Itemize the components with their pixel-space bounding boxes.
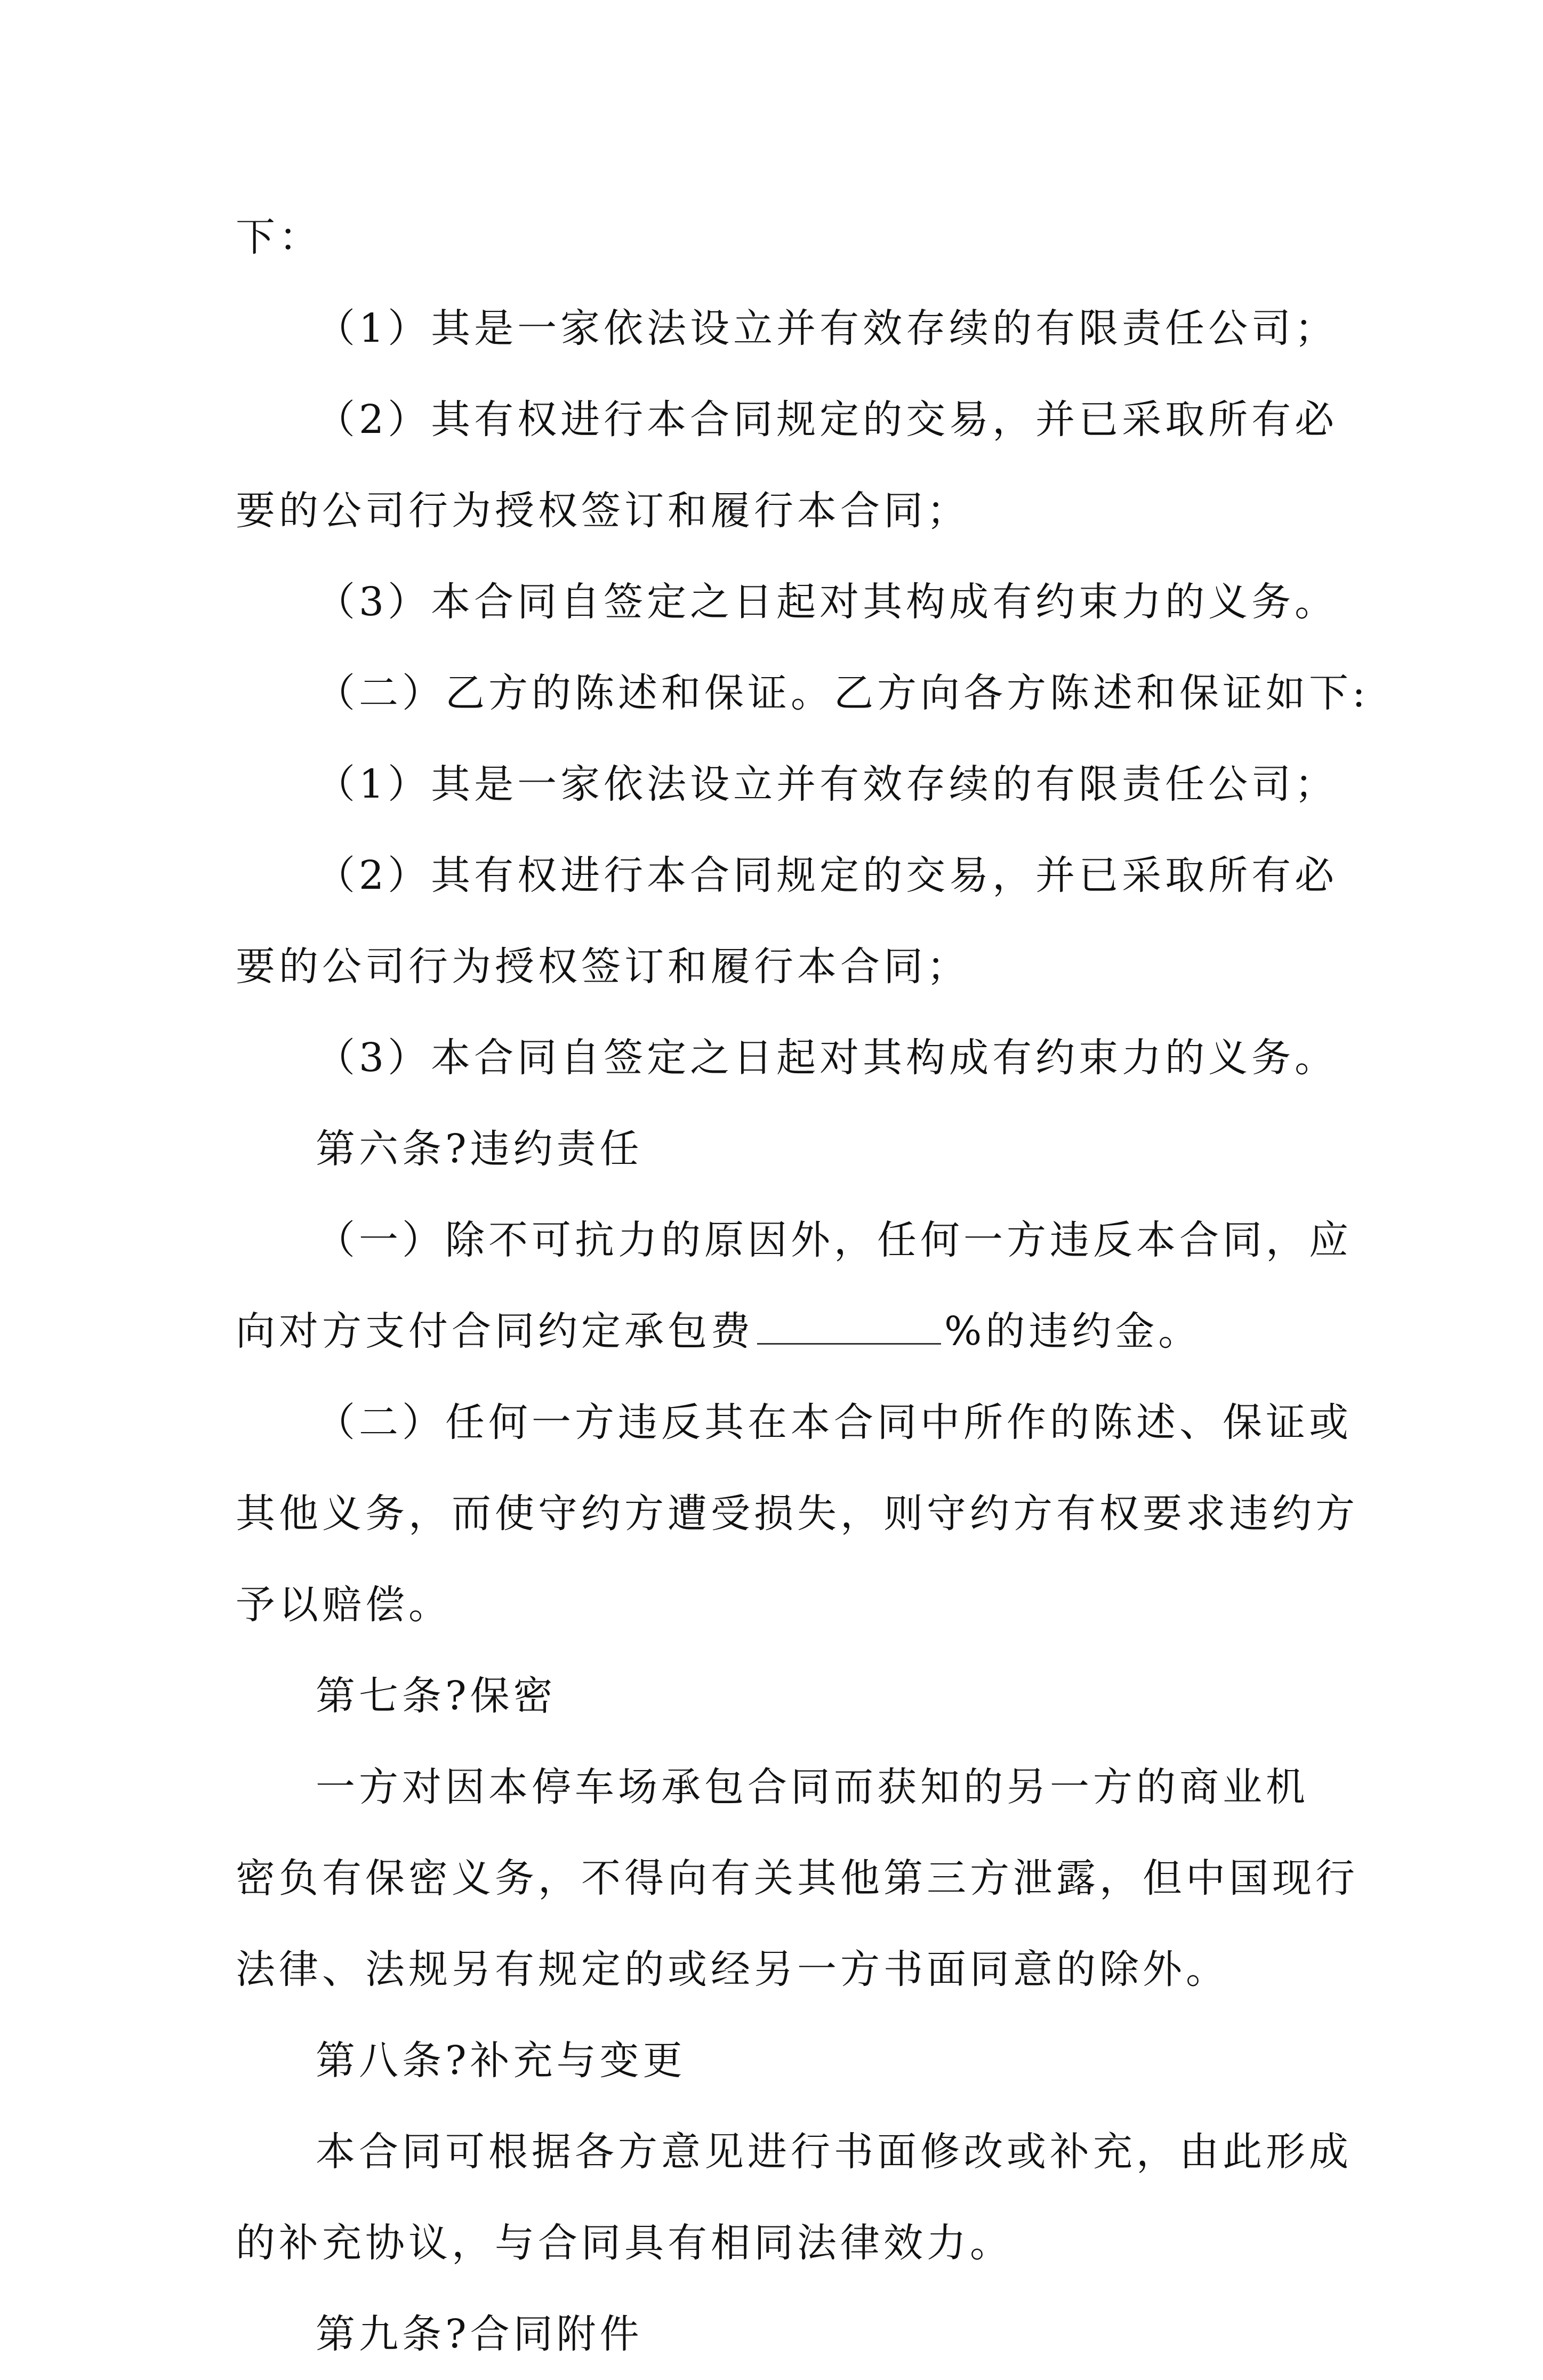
contract-text — [236, 192, 1369, 2380]
paragraph-line: （2）其有权进行本合同规定的交易，并已采取所有必 — [316, 853, 1338, 898]
paragraph-line: （1）其是一家依法设立并有效存续的有限责任公司； — [316, 305, 1338, 351]
paragraph-line: 予以赔偿。 — [236, 1582, 452, 1628]
paragraph-line: （3）本合同自签定之日起对其构成有约束力的义务。 — [316, 1035, 1338, 1081]
section-heading: 第九条?合同附件 — [316, 2311, 643, 2357]
paragraph-line: 本合同可根据各方意见进行书面修改或补充，由此形成 — [316, 2129, 1352, 2175]
paragraph-line: 一方对因本停车场承包合同而获知的另一方的商业机 — [316, 1764, 1309, 1810]
paragraph-line: 要的公司行为授权签订和履行本合同； — [236, 488, 970, 534]
paragraph-line: （二）乙方的陈述和保证。乙方向各方陈述和保证如下: — [316, 670, 1369, 716]
paragraph-line: （二）任何一方违反其在本合同中所作的陈述、保证或 — [316, 1400, 1352, 1445]
text-before-blank: 向对方支付合同约定承包费 — [236, 1308, 754, 1354]
paragraph-line: （3）本合同自签定之日起对其构成有约束力的义务。 — [316, 579, 1338, 625]
fill-in-blank[interactable] — [757, 1311, 941, 1345]
paragraph-line: 密负有保密义务，不得向有关其他第三方泄露，但中国现行 — [236, 1855, 1359, 1901]
paragraph-line: 的补充协议，与合同具有相同法律效力。 — [236, 2220, 1013, 2266]
paragraph-line: （2）其有权进行本合同规定的交易，并已采取所有必 — [316, 397, 1338, 443]
paragraph-line-with-blank — [236, 1286, 1318, 1377]
section-heading: 第八条?补充与变更 — [316, 2038, 686, 2084]
paragraph-line: （1）其是一家依法设立并有效存续的有限责任公司； — [316, 761, 1338, 807]
paragraph-line: 其他义务，而使守约方遭受损失，则守约方有权要求违约方 — [236, 1491, 1359, 1537]
paragraph-line: 要的公司行为授权签订和履行本合同； — [236, 944, 970, 990]
text-after-blank: %的违约金。 — [944, 1308, 1202, 1354]
paragraph-line: 下： — [236, 214, 322, 260]
section-heading: 第六条?违约责任 — [316, 1126, 643, 1172]
section-heading: 第七条?保密 — [316, 1673, 557, 1719]
paragraph-line: 法律、法规另有规定的或经另一方书面同意的除外。 — [236, 1947, 1229, 1992]
paragraph-line: （一）除不可抗力的原因外，任何一方违反本合同，应 — [316, 1217, 1352, 1263]
